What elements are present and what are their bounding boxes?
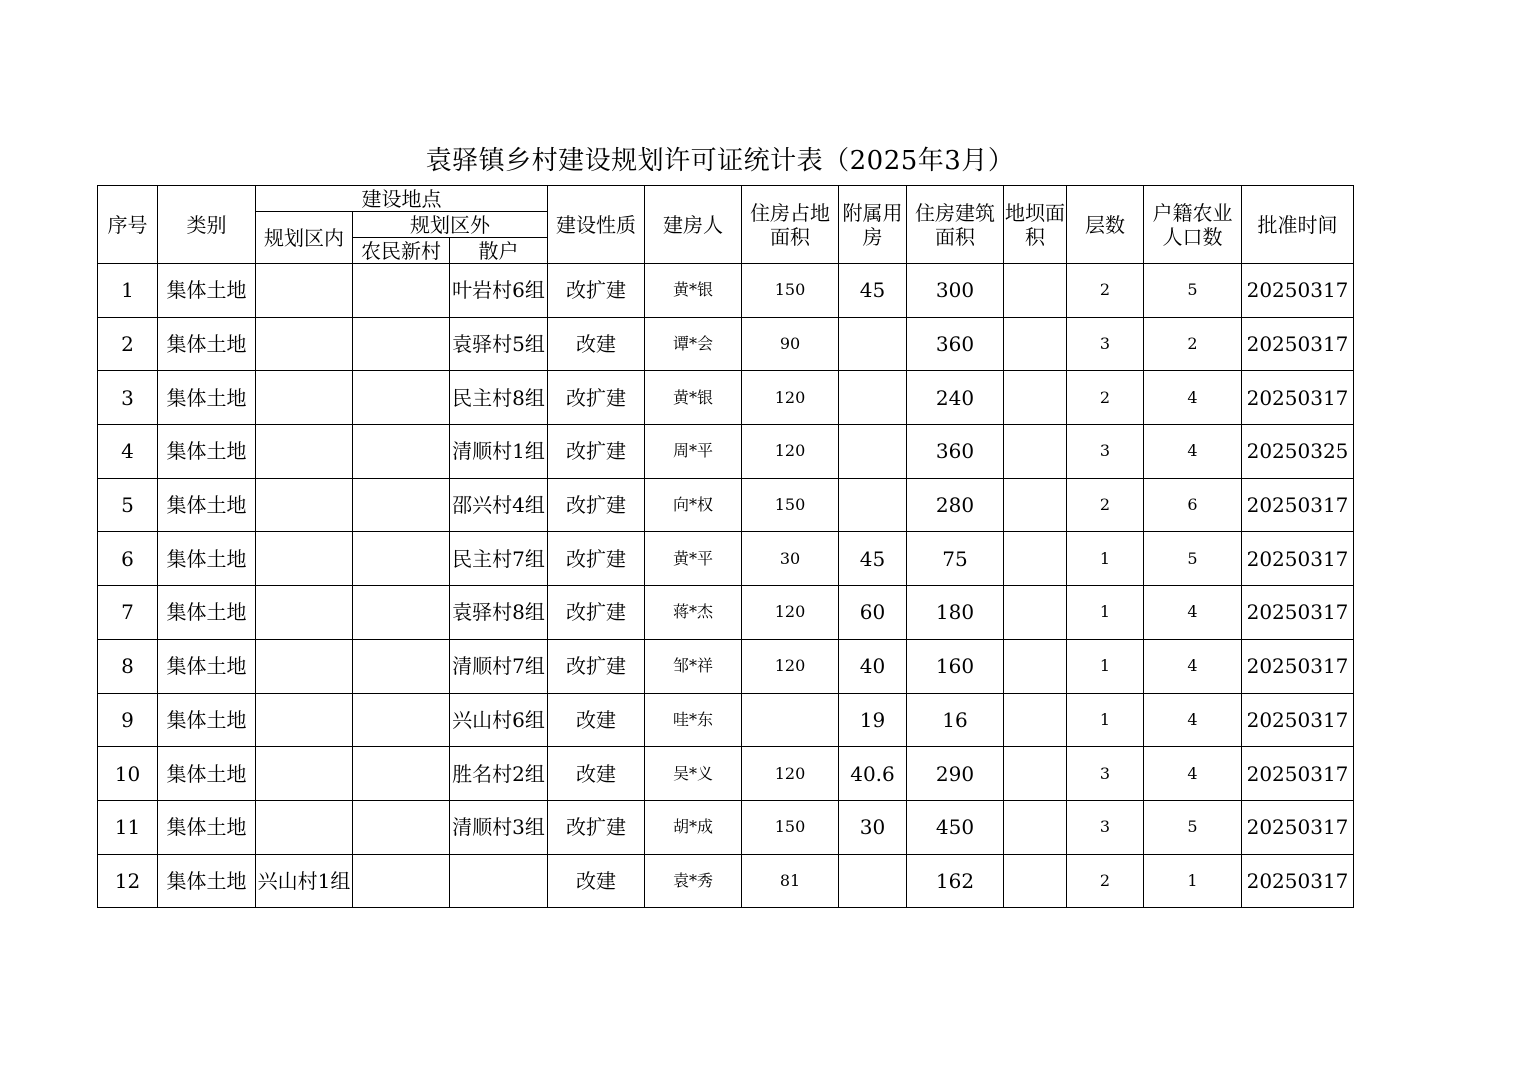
row-land-area: 150 <box>742 478 839 532</box>
row-date: 20250317 <box>1242 317 1354 371</box>
row-auxiliary: 60 <box>839 586 907 640</box>
permit-table <box>97 185 1354 908</box>
row-nature: 改扩建 <box>548 586 645 640</box>
row-category: 集体土地 <box>158 317 256 371</box>
row-in-plan <box>256 264 353 318</box>
row-build-area: 450 <box>907 800 1004 854</box>
row-builder: 蒋*杰 <box>645 586 742 640</box>
row-build-area: 240 <box>907 371 1004 425</box>
row-nature: 改扩建 <box>548 478 645 532</box>
header-category: 类别 <box>158 186 256 264</box>
row-in-plan <box>256 747 353 801</box>
row-date: 20250317 <box>1242 800 1354 854</box>
row-date: 20250317 <box>1242 532 1354 586</box>
row-category: 集体土地 <box>158 264 256 318</box>
row-date: 20250317 <box>1242 639 1354 693</box>
row-floors: 1 <box>1067 693 1144 747</box>
row-new-village <box>353 478 450 532</box>
header-farm-pop: 户籍农业人口数 <box>1144 186 1242 264</box>
row-builder: 袁*秀 <box>645 854 742 908</box>
row-dam-area <box>1004 478 1067 532</box>
row-builder: 哇*东 <box>645 693 742 747</box>
row-builder: 吴*义 <box>645 747 742 801</box>
row-build-area: 280 <box>907 478 1004 532</box>
row-land-area: 120 <box>742 639 839 693</box>
table-row <box>98 478 1354 532</box>
row-floors: 1 <box>1067 639 1144 693</box>
row-category: 集体土地 <box>158 800 256 854</box>
row-pop: 4 <box>1144 639 1242 693</box>
row-new-village <box>353 586 450 640</box>
row-dam-area <box>1004 800 1067 854</box>
row-dam-area <box>1004 425 1067 479</box>
row-in-plan <box>256 532 353 586</box>
row-new-village <box>353 532 450 586</box>
row-pop: 4 <box>1144 693 1242 747</box>
row-auxiliary <box>839 478 907 532</box>
row-dam-area <box>1004 264 1067 318</box>
row-floors: 2 <box>1067 478 1144 532</box>
row-date: 20250317 <box>1242 264 1354 318</box>
row-in-plan: 兴山村1组 <box>256 854 353 908</box>
row-new-village <box>353 639 450 693</box>
row-new-village <box>353 317 450 371</box>
row-dam-area <box>1004 586 1067 640</box>
row-in-plan <box>256 639 353 693</box>
row-builder: 谭*会 <box>645 317 742 371</box>
row-seq: 11 <box>98 800 158 854</box>
row-build-area: 300 <box>907 264 1004 318</box>
table-row <box>98 693 1354 747</box>
row-builder: 黄*平 <box>645 532 742 586</box>
row-category: 集体土地 <box>158 639 256 693</box>
row-date: 20250325 <box>1242 425 1354 479</box>
row-category: 集体土地 <box>158 854 256 908</box>
row-category: 集体土地 <box>158 478 256 532</box>
row-builder: 邹*祥 <box>645 639 742 693</box>
row-in-plan <box>256 478 353 532</box>
table-row <box>98 532 1354 586</box>
table-row <box>98 425 1354 479</box>
row-scattered: 清顺村3组 <box>450 800 548 854</box>
row-build-area: 162 <box>907 854 1004 908</box>
row-scattered <box>450 854 548 908</box>
row-land-area: 120 <box>742 371 839 425</box>
row-pop: 6 <box>1144 478 1242 532</box>
row-dam-area <box>1004 371 1067 425</box>
row-land-area <box>742 693 839 747</box>
row-seq: 12 <box>98 854 158 908</box>
header-dam-area: 地坝面积 <box>1004 186 1067 264</box>
header-auxiliary: 附属用房 <box>839 186 907 264</box>
row-seq: 7 <box>98 586 158 640</box>
row-auxiliary <box>839 371 907 425</box>
row-pop: 1 <box>1144 854 1242 908</box>
header-new-village: 农民新村 <box>353 238 450 264</box>
row-floors: 3 <box>1067 317 1144 371</box>
row-builder: 黄*银 <box>645 371 742 425</box>
row-seq: 10 <box>98 747 158 801</box>
row-auxiliary: 40 <box>839 639 907 693</box>
row-new-village <box>353 854 450 908</box>
row-new-village <box>353 747 450 801</box>
row-floors: 1 <box>1067 586 1144 640</box>
table-row <box>98 854 1354 908</box>
row-date: 20250317 <box>1242 371 1354 425</box>
row-in-plan <box>256 371 353 425</box>
row-floors: 2 <box>1067 264 1144 318</box>
page-title: 袁驿镇乡村建设规划许可证统计表（2025年3月） <box>425 146 1015 176</box>
row-floors: 3 <box>1067 800 1144 854</box>
row-nature: 改扩建 <box>548 425 645 479</box>
row-pop: 5 <box>1144 800 1242 854</box>
row-seq: 6 <box>98 532 158 586</box>
row-scattered: 清顺村1组 <box>450 425 548 479</box>
table-row <box>98 586 1354 640</box>
row-floors: 3 <box>1067 747 1144 801</box>
table-row <box>98 264 1354 318</box>
row-build-area: 75 <box>907 532 1004 586</box>
table-row <box>98 800 1354 854</box>
row-scattered: 民主村8组 <box>450 371 548 425</box>
row-pop: 4 <box>1144 747 1242 801</box>
row-seq: 9 <box>98 693 158 747</box>
row-seq: 4 <box>98 425 158 479</box>
row-nature: 改扩建 <box>548 264 645 318</box>
row-new-village <box>353 425 450 479</box>
header-in-plan: 规划区内 <box>256 212 353 264</box>
table-row <box>98 317 1354 371</box>
row-land-area: 90 <box>742 317 839 371</box>
row-scattered: 胜名村2组 <box>450 747 548 801</box>
row-floors: 3 <box>1067 425 1144 479</box>
row-category: 集体土地 <box>158 371 256 425</box>
header-house-build-area: 住房建筑面积 <box>907 186 1004 264</box>
row-scattered: 民主村7组 <box>450 532 548 586</box>
row-build-area: 360 <box>907 317 1004 371</box>
header-house-land-area: 住房占地面积 <box>742 186 839 264</box>
row-dam-area <box>1004 854 1067 908</box>
row-seq: 3 <box>98 371 158 425</box>
row-auxiliary: 45 <box>839 264 907 318</box>
row-date: 20250317 <box>1242 854 1354 908</box>
header-scattered: 散户 <box>450 238 548 264</box>
row-builder: 周*平 <box>645 425 742 479</box>
row-floors: 2 <box>1067 371 1144 425</box>
row-builder: 向*权 <box>645 478 742 532</box>
header-location: 建设地点 <box>256 186 548 212</box>
row-dam-area <box>1004 317 1067 371</box>
row-nature: 改建 <box>548 854 645 908</box>
table-row <box>98 747 1354 801</box>
row-pop: 4 <box>1144 371 1242 425</box>
row-nature: 改建 <box>548 747 645 801</box>
row-category: 集体土地 <box>158 425 256 479</box>
row-land-area: 30 <box>742 532 839 586</box>
row-builder: 黄*银 <box>645 264 742 318</box>
row-build-area: 290 <box>907 747 1004 801</box>
row-floors: 1 <box>1067 532 1144 586</box>
row-build-area: 160 <box>907 639 1004 693</box>
row-new-village <box>353 693 450 747</box>
row-category: 集体土地 <box>158 693 256 747</box>
header-nature: 建设性质 <box>548 186 645 264</box>
row-land-area: 120 <box>742 425 839 479</box>
row-date: 20250317 <box>1242 693 1354 747</box>
row-land-area: 150 <box>742 800 839 854</box>
header-out-plan: 规划区外 <box>353 212 548 238</box>
row-auxiliary <box>839 425 907 479</box>
row-in-plan <box>256 586 353 640</box>
row-pop: 2 <box>1144 317 1242 371</box>
row-auxiliary <box>839 854 907 908</box>
row-pop: 5 <box>1144 532 1242 586</box>
row-category: 集体土地 <box>158 586 256 640</box>
table-row <box>98 639 1354 693</box>
row-floors: 2 <box>1067 854 1144 908</box>
row-scattered: 袁驿村8组 <box>450 586 548 640</box>
row-scattered: 叶岩村6组 <box>450 264 548 318</box>
row-nature: 改扩建 <box>548 800 645 854</box>
row-pop: 5 <box>1144 264 1242 318</box>
row-nature: 改建 <box>548 693 645 747</box>
row-scattered: 袁驿村5组 <box>450 317 548 371</box>
row-category: 集体土地 <box>158 532 256 586</box>
row-in-plan <box>256 425 353 479</box>
row-new-village <box>353 800 450 854</box>
row-auxiliary: 45 <box>839 532 907 586</box>
row-in-plan <box>256 800 353 854</box>
row-land-area: 120 <box>742 586 839 640</box>
header-floors: 层数 <box>1067 186 1144 264</box>
row-pop: 4 <box>1144 586 1242 640</box>
row-dam-area <box>1004 747 1067 801</box>
row-pop: 4 <box>1144 425 1242 479</box>
row-date: 20250317 <box>1242 747 1354 801</box>
row-builder: 胡*成 <box>645 800 742 854</box>
row-date: 20250317 <box>1242 586 1354 640</box>
row-seq: 8 <box>98 639 158 693</box>
row-auxiliary: 19 <box>839 693 907 747</box>
row-land-area: 81 <box>742 854 839 908</box>
row-dam-area <box>1004 639 1067 693</box>
header-seq: 序号 <box>98 186 158 264</box>
row-scattered: 兴山村6组 <box>450 693 548 747</box>
row-new-village <box>353 264 450 318</box>
row-build-area: 180 <box>907 586 1004 640</box>
row-category: 集体土地 <box>158 747 256 801</box>
row-dam-area <box>1004 532 1067 586</box>
row-build-area: 360 <box>907 425 1004 479</box>
row-auxiliary <box>839 317 907 371</box>
header-builder: 建房人 <box>645 186 742 264</box>
row-nature: 改建 <box>548 317 645 371</box>
row-in-plan <box>256 693 353 747</box>
row-in-plan <box>256 317 353 371</box>
table-row <box>98 371 1354 425</box>
row-date: 20250317 <box>1242 478 1354 532</box>
row-nature: 改扩建 <box>548 532 645 586</box>
row-seq: 2 <box>98 317 158 371</box>
row-auxiliary: 30 <box>839 800 907 854</box>
row-scattered: 邵兴村4组 <box>450 478 548 532</box>
row-new-village <box>353 371 450 425</box>
row-nature: 改扩建 <box>548 639 645 693</box>
row-scattered: 清顺村7组 <box>450 639 548 693</box>
row-seq: 5 <box>98 478 158 532</box>
row-seq: 1 <box>98 264 158 318</box>
row-auxiliary: 40.6 <box>839 747 907 801</box>
row-nature: 改扩建 <box>548 371 645 425</box>
row-build-area: 16 <box>907 693 1004 747</box>
header-approval-date: 批准时间 <box>1242 186 1354 264</box>
row-dam-area <box>1004 693 1067 747</box>
row-land-area: 150 <box>742 264 839 318</box>
row-land-area: 120 <box>742 747 839 801</box>
